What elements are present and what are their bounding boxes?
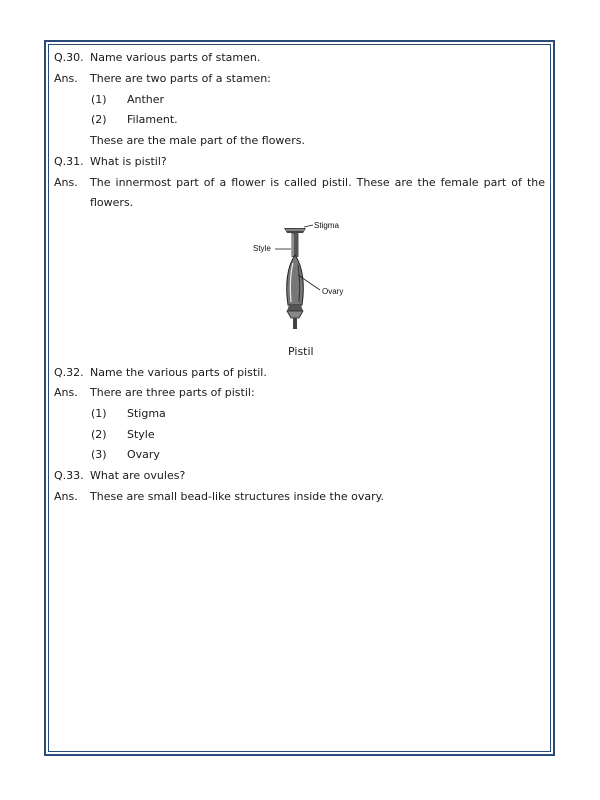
stigma-label: Stigma [314,221,339,230]
answer-text-continued: flowers. [90,196,134,209]
style-label: Style [253,244,271,253]
list-number: (3) [91,448,107,461]
question-text: What are ovules? [90,469,186,482]
question-text: What is pistil? [90,155,167,168]
ovary-shape [287,255,304,305]
list-item: Filament. [127,113,178,126]
stigma-shape [284,228,306,233]
answer-label: Ans. [54,72,78,85]
question-text: Name various parts of stamen. [90,51,261,64]
answer-label: Ans. [54,386,78,399]
list-number: (1) [91,407,107,420]
answer-text: There are three parts of pistil: [90,386,255,399]
style-shape [292,233,299,257]
ovary-label: Ovary [322,287,344,296]
answer-note: These are the male part of the flowers. [90,134,305,147]
list-item: Ovary [127,448,160,461]
list-number: (2) [91,428,107,441]
list-number: (1) [91,93,107,106]
answer-label: Ans. [54,176,78,189]
answer-text: These are small bead-like structures inside the ovary. [90,490,385,503]
answer-label: Ans. [54,490,78,503]
figure-caption: Pistil [288,345,314,358]
question-label: Q.32. [54,366,84,379]
question-text: Name the various parts of pistil. [90,366,267,379]
answer-text: The innermost part of a flower is called pistil. These are the female part of the [90,176,545,189]
question-label: Q.30. [54,51,84,64]
question-label: Q.33. [54,469,84,482]
question-label: Q.31. [54,155,84,168]
list-item: Anther [127,93,165,106]
answer-text: There are two parts of a stamen: [90,72,271,85]
list-item: Style [127,428,155,441]
list-item: Stigma [127,407,166,420]
list-number: (2) [91,113,107,126]
pistil-diagram [240,215,360,340]
